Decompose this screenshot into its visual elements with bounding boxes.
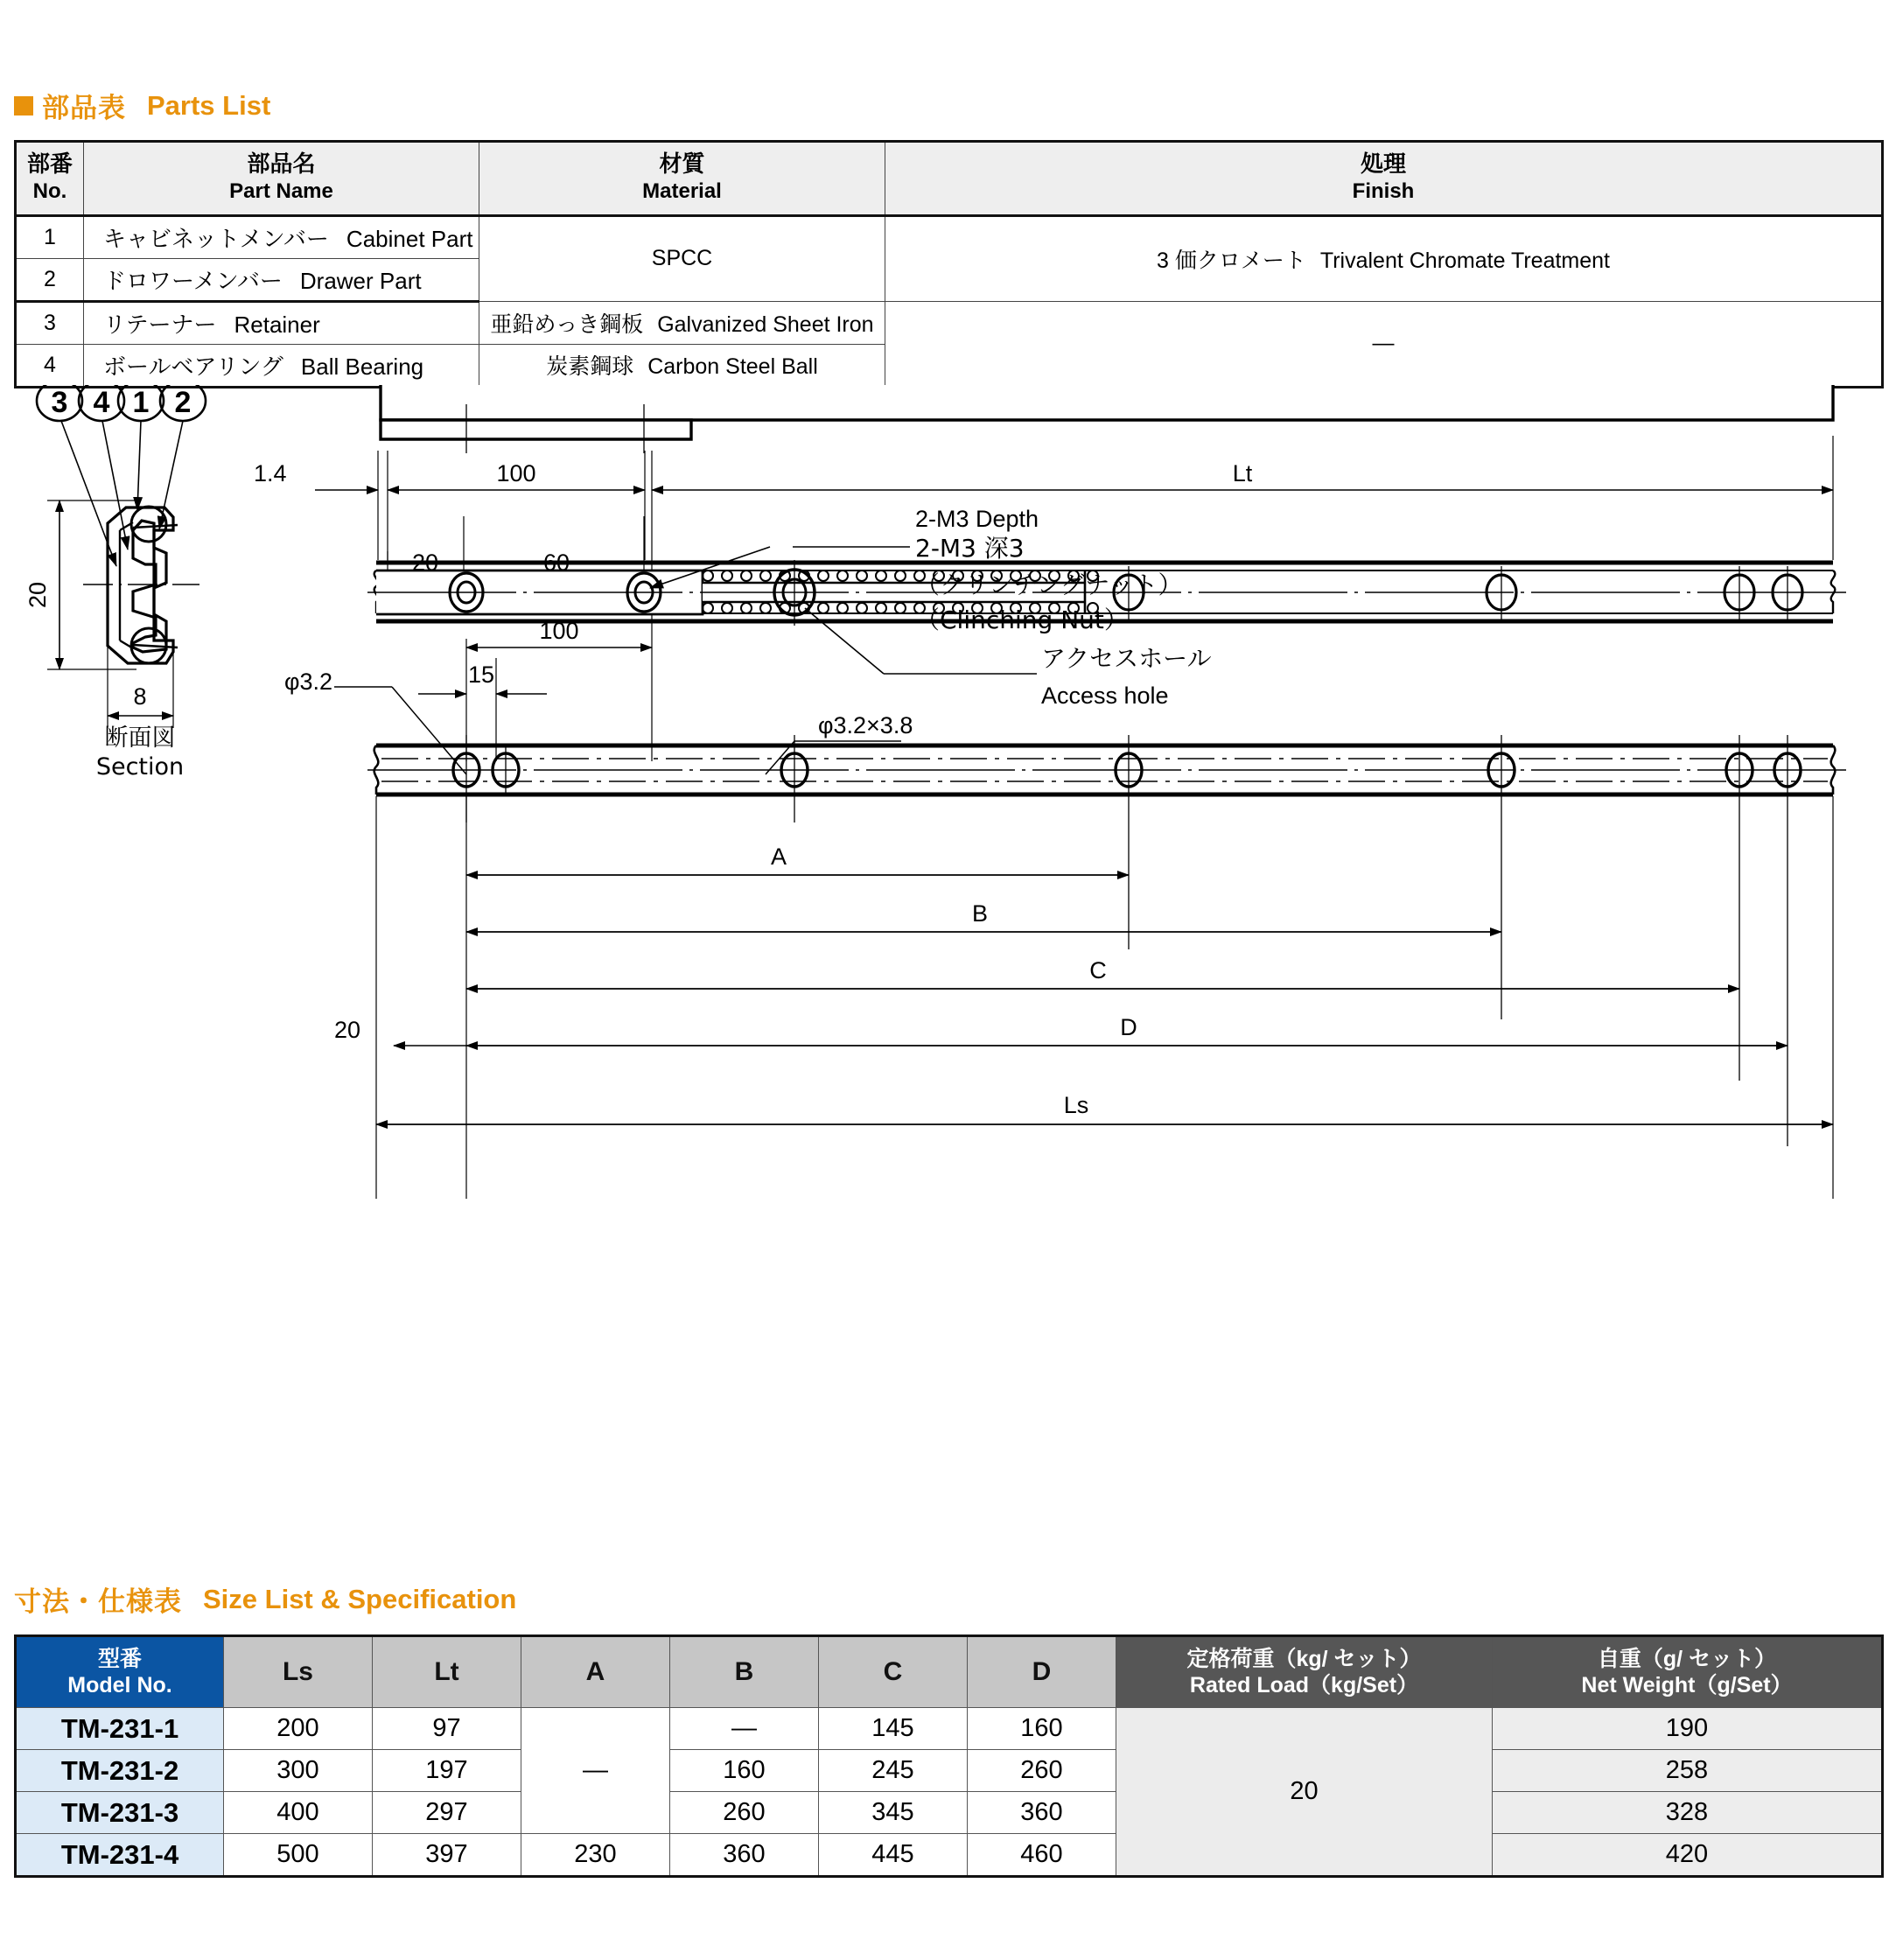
section-width-dim: 8 [133,683,147,710]
balloon-label-4: 4 [93,386,110,419]
technical-drawing [0,385,1896,1575]
label-phi-3-2x3-8: φ3.2×3.8 [818,712,913,738]
part-name-1: キャビネットメンバー Cabinet Part [84,215,479,258]
part-no-3: 3 [16,301,84,344]
note-access-hole-en: Access hole [1041,682,1169,709]
spec-b-3: 260 [670,1792,819,1834]
spec-weight-3: 328 [1493,1792,1883,1834]
material-3: 亜鉛めっき鋼板 Galvanized Sheet Iron [479,301,885,344]
spec-c-2: 245 [819,1750,968,1792]
balloon-label-3: 3 [51,386,68,419]
col-header-model-no: 型番 Model No. [16,1636,224,1708]
col-header-b: B [670,1636,819,1708]
material-4: 炭素鋼球 Carbon Steel Ball [479,344,885,387]
section-caption-jp: 断面図 [104,724,176,752]
side-elevation-view [381,385,1833,453]
note-m3-depth-jp: 2-M3 深3 [915,534,1025,563]
material-1-2: SPCC [479,215,885,301]
spec-c-4: 445 [819,1834,968,1877]
table-row [16,1834,1883,1877]
size-spec-table [14,1634,1884,1878]
spec-b-2: 160 [670,1750,819,1792]
balloon-label-2: 2 [174,386,192,419]
dim-A: A [770,844,787,870]
note-access-hole-jp: アクセスホール [1041,644,1212,673]
note-clinching-nut-jp: （クリンチングナット） [915,570,1183,599]
spec-ls-1: 200 [224,1708,373,1750]
spec-b-1: — [670,1708,819,1750]
parts-list-table [14,140,1884,388]
parts-list-heading-jp: 部品表 [42,93,126,123]
abcd-dimension-stack [376,796,1833,1199]
col-header-lt: Lt [373,1636,521,1708]
spec-d-1: 160 [968,1708,1116,1750]
table-row [16,301,1883,344]
col-header-d: D [968,1636,1116,1708]
col-header-c: C [819,1636,968,1708]
dim-15: 15 [467,662,495,688]
label-phi-3-2: φ3.2 [283,668,332,695]
spec-list-heading-en: Size List & Specification [203,1583,517,1614]
col-header-net-weight: 自重（g/ セット） Net Weight（g/Set） [1493,1636,1883,1708]
note-clinching-nut-en: （Clinching Nut） [915,606,1129,634]
spec-lt-4: 397 [373,1834,521,1877]
spec-lt-2: 197 [373,1750,521,1792]
part-name-3: リテーナー Retainer [84,301,479,344]
dim-D: D [1120,1014,1137,1040]
spec-ls-4: 500 [224,1834,373,1877]
section-height-dim: 20 [24,581,51,609]
balloon-label-1: 1 [132,386,150,419]
parts-list-header-row [16,142,1883,216]
spec-list-heading [14,1579,516,1619]
lower-rail-plan-view [367,735,1846,1146]
spec-b-4: 360 [670,1834,819,1877]
table-row [16,1708,1883,1750]
spec-d-2: 260 [968,1750,1116,1792]
col-header-part-name: 部品名 Part Name [84,142,479,216]
spec-lt-1: 97 [373,1708,521,1750]
lower-dimension-row [334,639,901,774]
col-header-finish: 処理 Finish [885,142,1883,216]
spec-header-row [16,1636,1883,1708]
spec-model-4: TM-231-4 [16,1834,224,1877]
part-no-2: 2 [16,258,84,301]
col-header-rated-load: 定格荷重（kg/ セット） Rated Load（kg/Set） [1116,1636,1493,1708]
spec-a-1-3: — [521,1708,670,1834]
spec-ls-2: 300 [224,1750,373,1792]
dim-100-bottom: 100 [539,618,579,644]
table-row [16,1792,1883,1834]
spec-ls-3: 400 [224,1792,373,1834]
table-row [16,1750,1883,1792]
dim-1-4: 1.4 [254,460,287,486]
dim-20-top: 20 [411,550,439,576]
dim-C: C [1089,957,1107,984]
section-caption-en: Section [95,753,185,780]
dim-60: 60 [542,550,570,576]
spec-lt-3: 297 [373,1792,521,1834]
col-header-no: 部番 No. [16,142,84,216]
orange-square-bullet-icon [14,96,33,116]
spec-c-1: 145 [819,1708,968,1750]
parts-list-heading-en: Parts List [147,89,271,121]
dim-B: B [971,900,989,927]
spec-model-1: TM-231-1 [16,1708,224,1750]
part-no-1: 1 [16,215,84,258]
dim-Ls: Ls [1063,1092,1089,1118]
spec-c-3: 345 [819,1792,968,1834]
finish-3-4: — [885,301,1883,387]
spec-weight-4: 420 [1493,1834,1883,1877]
note-m3-depth-en: 2-M3 Depth [915,506,1039,532]
spec-model-2: TM-231-2 [16,1750,224,1792]
col-header-ls: Ls [224,1636,373,1708]
section-view [37,385,206,728]
dim-Lt: Lt [1232,460,1253,486]
col-header-a: A [521,1636,670,1708]
spec-model-3: TM-231-3 [16,1792,224,1834]
spec-d-4: 460 [968,1834,1116,1877]
dim-100-top: 100 [496,460,536,486]
drawing-text [24,386,1253,1118]
col-header-material: 材質 Material [479,142,885,216]
spec-weight-1: 190 [1493,1708,1883,1750]
spec-list-heading-jp: 寸法・仕様表 [14,1586,182,1617]
spec-d-3: 360 [968,1792,1116,1834]
dim-20-bottom: 20 [333,1017,360,1043]
part-name-2: ドロワーメンバー Drawer Part [84,258,479,301]
spec-rated-load: 20 [1116,1708,1493,1877]
table-row [16,215,1883,258]
parts-list-heading [14,86,270,125]
spec-weight-2: 258 [1493,1750,1883,1792]
spec-a-4: 230 [521,1834,670,1877]
finish-1-2: 3 価クロメート Trivalent Chromate Treatment [885,215,1883,301]
part-no-4: 4 [16,344,84,387]
part-name-4: ボールベアリング Ball Bearing [84,344,479,387]
